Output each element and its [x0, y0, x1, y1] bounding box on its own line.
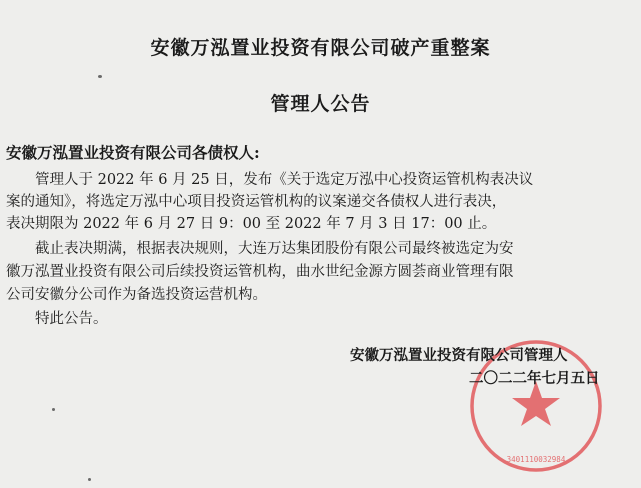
closing-line: 特此公告。: [35, 311, 108, 327]
paragraph-line: 管理人于 2022 年 6 月 25 日，发布《关于选定万泓中心投资运管机构表决议: [35, 172, 534, 188]
paragraph-line: 徽万泓置业投资有限公司后续投资运管机构，曲水世纪金源方圆荟商业管理有限: [6, 264, 514, 280]
signature-date: 二〇二二年七月五日: [469, 370, 600, 387]
salutation: 安徽万泓置业投资有限公司各债权人:: [6, 143, 260, 162]
paragraph-line: 截止表决期满，根据表决规则，大连万达集团股份有限公司最终被选定为安: [35, 241, 514, 257]
paragraph-line: 公司安徽分公司作为备选投资运营机构。: [6, 287, 267, 303]
paragraph-line: 案的通知》，将选定万泓中心项目投资运管机构的议案递交各债权人进行表决，: [6, 194, 507, 210]
scan-speck: [52, 408, 55, 411]
signature-org: 安徽万泓置业投资有限公司管理人: [350, 347, 568, 364]
scan-speck: [88, 478, 91, 481]
seal-code: 3401110032984: [506, 455, 566, 464]
paragraph-line: 表决期限为 2022 年 6 月 27 日 9：00 至 2022 年 7 月 3 日 17：00 止。: [6, 216, 497, 232]
document-title: 安徽万泓置业投资有限公司破产重整案: [150, 37, 491, 59]
scan-speck: [98, 75, 102, 78]
document-subtitle: 管理人公告: [270, 93, 371, 115]
